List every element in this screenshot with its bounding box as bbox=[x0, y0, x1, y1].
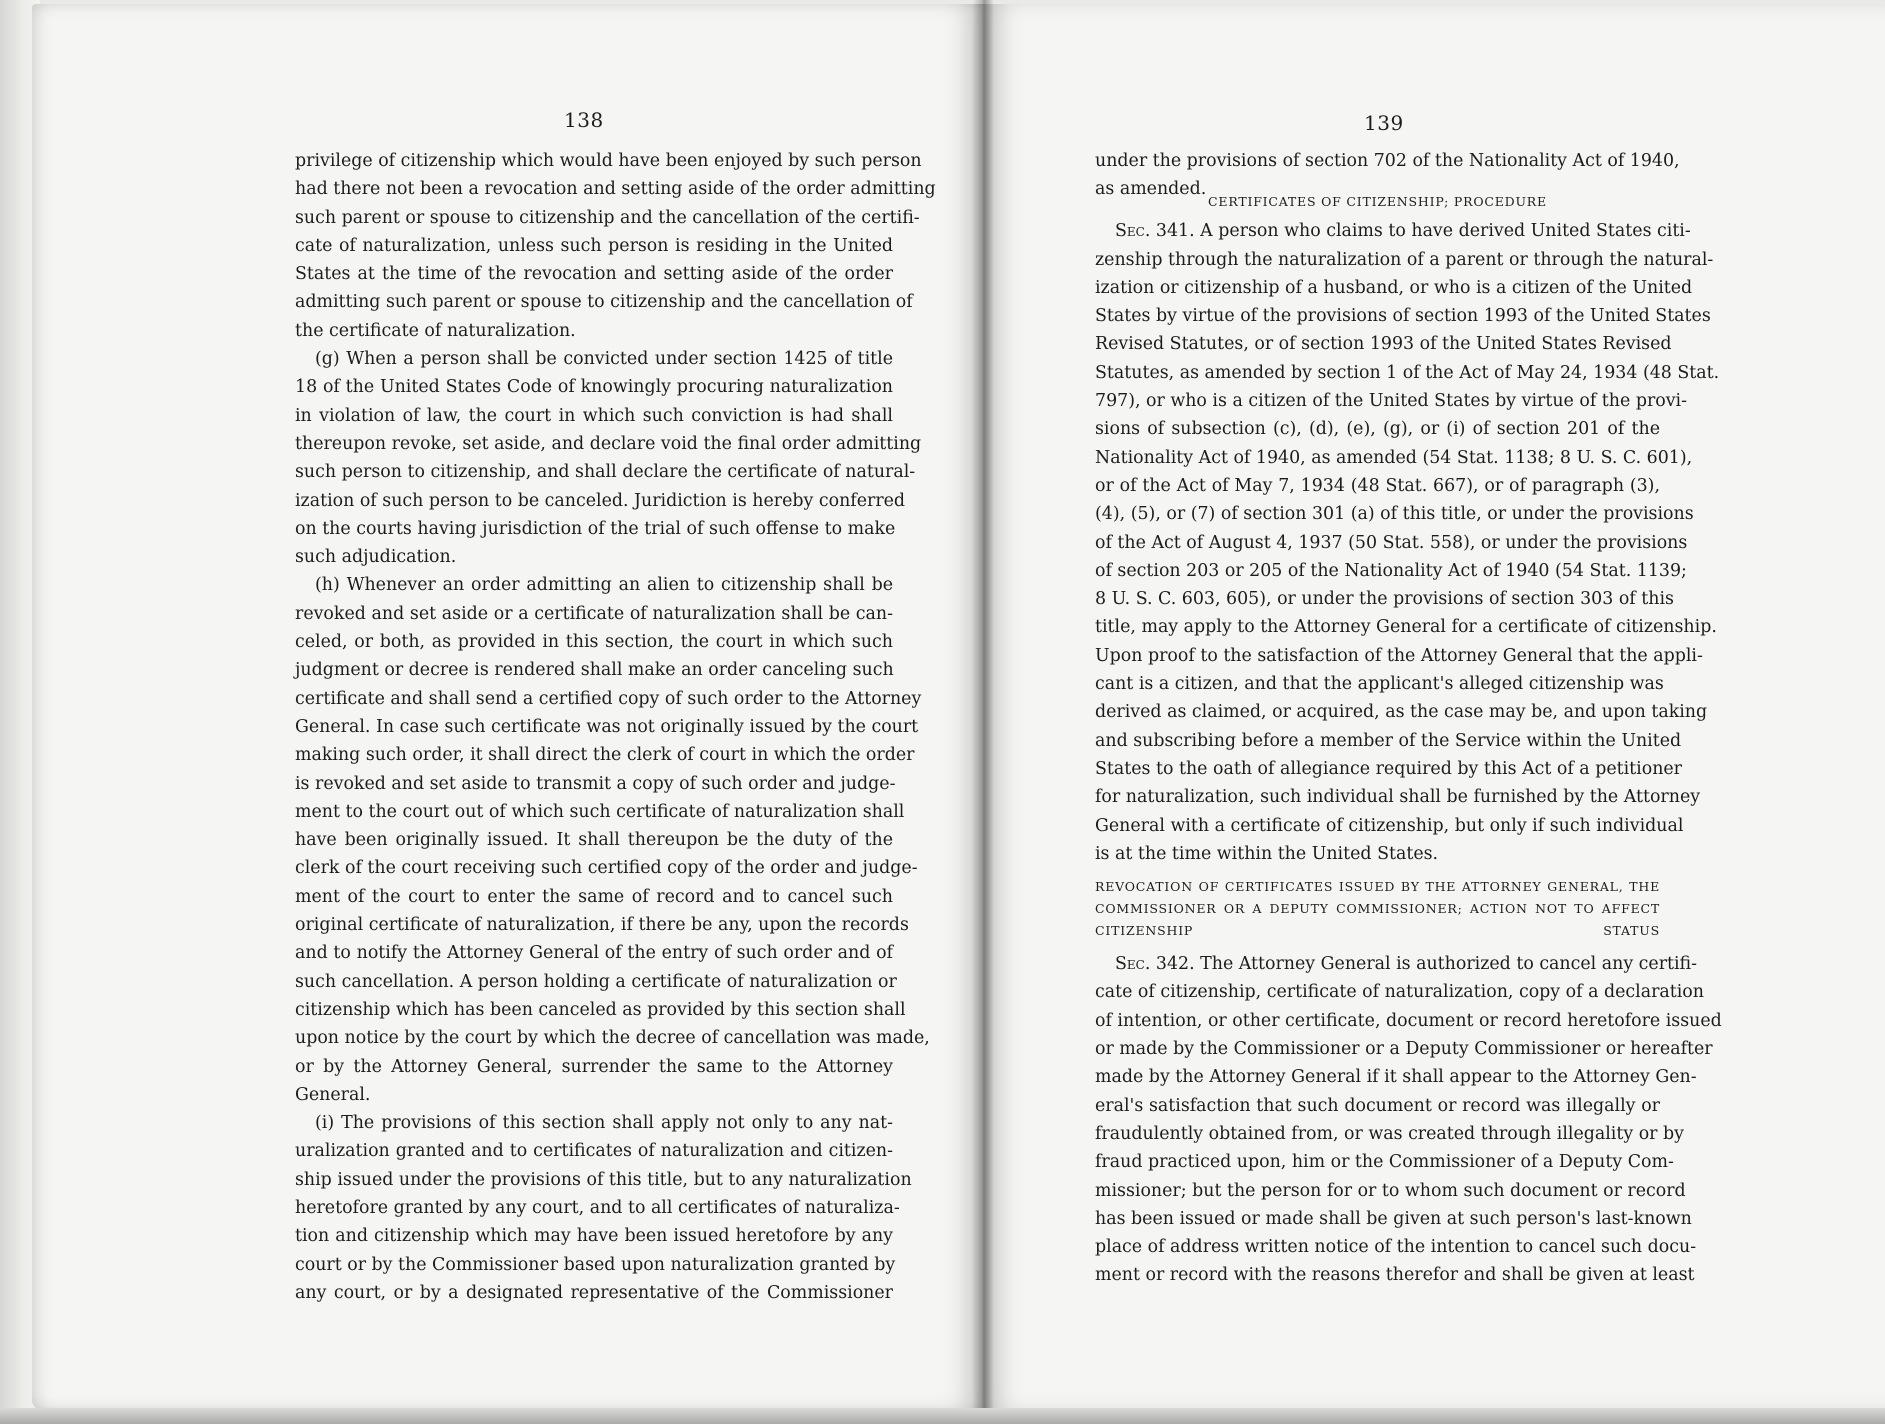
sec342-line: missioner; but the person for or to whom such document or record bbox=[1095, 1180, 1686, 1201]
section-341 bbox=[1095, 217, 1720, 868]
left-text-line: clerk of the court receiving such certified copy of the order and judge- bbox=[295, 858, 918, 879]
left-text-line: (g) When a person shall be convicted under section 1425 of title bbox=[315, 349, 893, 370]
sec341-line: 8 U. S. C. 603, 605), or under the provisions of section 303 of this bbox=[1095, 589, 1674, 610]
sec341-line: States by virtue of the provisions of section 1993 of the United States bbox=[1095, 306, 1711, 327]
sec341-line: Nationality Act of 1940, as amended (54 Stat. 1138; 8 U. S. C. 601), bbox=[1095, 447, 1693, 468]
sec341-line: for naturalization, such individual shall be furnished by the Attorney bbox=[1095, 787, 1701, 808]
left-text-line: 18 of the United States Code of knowingly procuring naturalization bbox=[295, 377, 893, 398]
left-text-line: or by the Attorney General, surrender the same to the Attorney bbox=[295, 1056, 893, 1077]
left-text-line: any court, or by a designated representative of the Commissioner bbox=[295, 1282, 893, 1303]
left-text-line: (h) Whenever an order admitting an alien to citizenship shall be bbox=[315, 575, 893, 596]
right-page-number: 139 bbox=[1364, 111, 1404, 135]
left-text-line: admitting such parent or spouse to citizenship and the cancellation of bbox=[295, 292, 913, 313]
left-text-line: ment to the court out of which such certificate of naturalization shall bbox=[295, 801, 905, 822]
left-text-line: have been originally issued. It shall thereupon be the duty of the bbox=[295, 830, 893, 851]
left-text-line: privilege of citizenship which would have been enjoyed by such person bbox=[295, 151, 922, 171]
left-text-line: heretofore granted by any court, and to all certificates of naturaliza- bbox=[295, 1197, 900, 1218]
sec341-line: of section 203 or 205 of the Nationality Act of 1940 (54 Stat. 1139; bbox=[1095, 560, 1687, 581]
section-342 bbox=[1095, 950, 1722, 1290]
left-text-line: ship issued under the provisions of this title, but to any naturalization bbox=[295, 1169, 912, 1190]
left-text-line: citizenship which has been canceled as provided by this section shall bbox=[295, 999, 906, 1020]
sec342-line: made by the Attorney General if it shall appear to the Attorney Gen- bbox=[1095, 1067, 1697, 1088]
sec341-line: title, may apply to the Attorney General for a certificate of citizenship. bbox=[1095, 617, 1717, 638]
left-text-line: court or by the Commissioner based upon naturalization granted by bbox=[295, 1254, 896, 1275]
left-text-line: ment of the court to enter the same of record and to cancel such bbox=[295, 886, 893, 907]
left-page bbox=[32, 4, 982, 1410]
left-text-line: revoked and set aside or a certificate of naturalization shall be can- bbox=[295, 603, 893, 624]
left-page-number: 138 bbox=[564, 108, 604, 132]
sec341-first-line-text: A person who claims to have derived United States citi- bbox=[1200, 221, 1691, 242]
sec341-line: ization or citizenship of a husband, or who is a citizen of the United bbox=[1095, 277, 1693, 298]
section-342-heading-line-1: REVOCATION OF CERTIFICATES ISSUED BY THE ATTORNEY GENERAL, THE bbox=[1095, 879, 1660, 895]
sec342-line: ment or record with the reasons therefor and shall be given at least bbox=[1095, 1265, 1695, 1286]
sec341-label: Sec. 341. bbox=[1115, 221, 1195, 242]
sec341-line: (4), (5), or (7) of section 301 (a) of this title, or under the provisions bbox=[1095, 504, 1694, 525]
sec342-first-line-text: The Attorney General is authorized to cancel any certifi- bbox=[1200, 954, 1698, 975]
sec341-line: sions of subsection (c), (d), (e), (g), or (i) of section 201 of the bbox=[1095, 419, 1660, 440]
sec341-line: Statutes, as amended by section 1 of the Act of May 24, 1934 (48 Stat. bbox=[1095, 362, 1720, 383]
left-text-line: original certificate of naturalization, if there be any, upon the records bbox=[295, 915, 909, 936]
book-gutter bbox=[972, 0, 994, 1424]
sec341-line: is at the time within the United States. bbox=[1095, 843, 1439, 864]
sec341-line: cant is a citizen, and that the applicant's alleged citizenship was bbox=[1095, 674, 1664, 695]
left-text-line: had there not been a revocation and setting aside of the order admitting bbox=[295, 179, 936, 200]
right-page-text bbox=[1095, 147, 1722, 1290]
sec341-line: of the Act of August 4, 1937 (50 Stat. 558), or under the provisions bbox=[1095, 532, 1688, 553]
right-page bbox=[982, 4, 1885, 1410]
left-text-line: in violation of law, the court in which such conviction is had shall bbox=[295, 405, 893, 426]
sec341-line: States to the oath of allegiance required by this Act of a petitioner bbox=[1095, 758, 1682, 779]
sec342-line: place of address written notice of the intention to cancel such docu- bbox=[1095, 1237, 1697, 1258]
left-text-line: General. bbox=[295, 1084, 371, 1105]
left-page-text bbox=[295, 147, 936, 1307]
intro-line-1: under the provisions of section 702 of the Nationality Act of 1940, bbox=[1095, 151, 1680, 171]
left-text-line: certificate and shall send a certified copy of such order to the Attorney bbox=[295, 688, 922, 709]
book-bottom-edge bbox=[0, 1408, 1885, 1424]
sec342-line: has been issued or made shall be given at such person's last-known bbox=[1095, 1208, 1692, 1229]
left-text-line: such parent or spouse to citizenship and the cancellation of the certifi- bbox=[295, 207, 920, 228]
sec341-line bbox=[1095, 217, 1691, 245]
left-text-line: States at the time of the revocation and setting aside of the order bbox=[295, 264, 893, 285]
intro-line-2: as amended. bbox=[1095, 179, 1207, 200]
sec342-line: fraudulently obtained from, or was created through illegality or by bbox=[1095, 1123, 1684, 1144]
left-text-line: such person to citizenship, and shall declare the certificate of natural- bbox=[295, 462, 916, 483]
sec342-line bbox=[1095, 950, 1698, 978]
section-342-heading bbox=[1095, 876, 1660, 942]
sec342-line: of intention, or other certificate, document or record heretofore issued bbox=[1095, 1010, 1722, 1031]
left-text-line: and to notify the Attorney General of the entry of such order and of bbox=[295, 943, 893, 964]
left-text-line: is revoked and set aside to transmit a copy of such order and judge- bbox=[295, 773, 896, 794]
section-342-heading-line-3: CITIZENSHIP STATUS bbox=[1095, 923, 1660, 939]
left-text-line: thereupon revoke, set aside, and declare void the final order admitting bbox=[295, 433, 922, 454]
left-text-line: on the courts having jurisdiction of the trial of such offense to make bbox=[295, 518, 896, 539]
sec342-line: eral's satisfaction that such document or record was illegally or bbox=[1095, 1095, 1660, 1116]
left-text-line: making such order, it shall direct the clerk of court in which the order bbox=[295, 745, 915, 766]
left-text-line: ization of such person to be canceled. Juridiction is hereby conferred bbox=[295, 490, 906, 511]
sec341-line: and subscribing before a member of the Service within the United bbox=[1095, 730, 1682, 751]
left-text-line: judgment or decree is rendered shall make an order canceling such bbox=[295, 660, 894, 681]
sec341-line: Upon proof to the satisfaction of the Attorney General that the appli- bbox=[1095, 645, 1703, 666]
left-text-line: such adjudication. bbox=[295, 547, 457, 568]
sec342-line: fraud practiced upon, him or the Commissioner of a Deputy Com- bbox=[1095, 1152, 1674, 1173]
left-text-line: (i) The provisions of this section shall apply not only to any nat- bbox=[315, 1113, 893, 1134]
sec342-label: Sec. 342. bbox=[1115, 954, 1195, 975]
left-text-line: upon notice by the court by which the decree of cancellation was made, bbox=[295, 1028, 930, 1049]
left-text-line: celed, or both, as provided in this section, the court in which such bbox=[295, 632, 893, 653]
left-text-line: General. In case such certificate was not originally issued by the court bbox=[295, 716, 919, 737]
sec341-line: General with a certificate of citizenship, but only if such individual bbox=[1095, 815, 1684, 836]
left-text-line: cate of naturalization, unless such person is residing in the United bbox=[295, 235, 893, 256]
section-341-heading: CERTIFICATES OF CITIZENSHIP; PROCEDURE bbox=[1208, 194, 1547, 210]
left-text-line: the certificate of naturalization. bbox=[295, 320, 576, 341]
left-text-line: tion and citizenship which may have been issued heretofore by any bbox=[295, 1226, 893, 1247]
sec341-line: 797), or who is a citizen of the United States by virtue of the provi- bbox=[1095, 391, 1687, 412]
sec342-line: or made by the Commissioner or a Deputy Commissioner or hereafter bbox=[1095, 1039, 1713, 1060]
sec341-line: or of the Act of May 7, 1934 (48 Stat. 667), or of paragraph (3), bbox=[1095, 475, 1660, 496]
sec341-line: derived as claimed, or acquired, as the case may be, and upon taking bbox=[1095, 702, 1708, 723]
sec341-line: Revised Statutes, or of section 1993 of the United States Revised bbox=[1095, 334, 1672, 355]
left-text-line: uralization granted and to certificates of naturalization and citizen- bbox=[295, 1141, 893, 1162]
left-text-line: such cancellation. A person holding a certificate of naturalization or bbox=[295, 971, 897, 992]
sec342-line: cate of citizenship, certificate of naturalization, copy of a declaration bbox=[1095, 982, 1704, 1003]
sec341-line: zenship through the naturalization of a parent or through the natural- bbox=[1095, 249, 1714, 270]
section-342-heading-line-2: COMMISSIONER OR A DEPUTY COMMISSIONER; ACTION NOT TO AFFECT bbox=[1095, 901, 1660, 917]
